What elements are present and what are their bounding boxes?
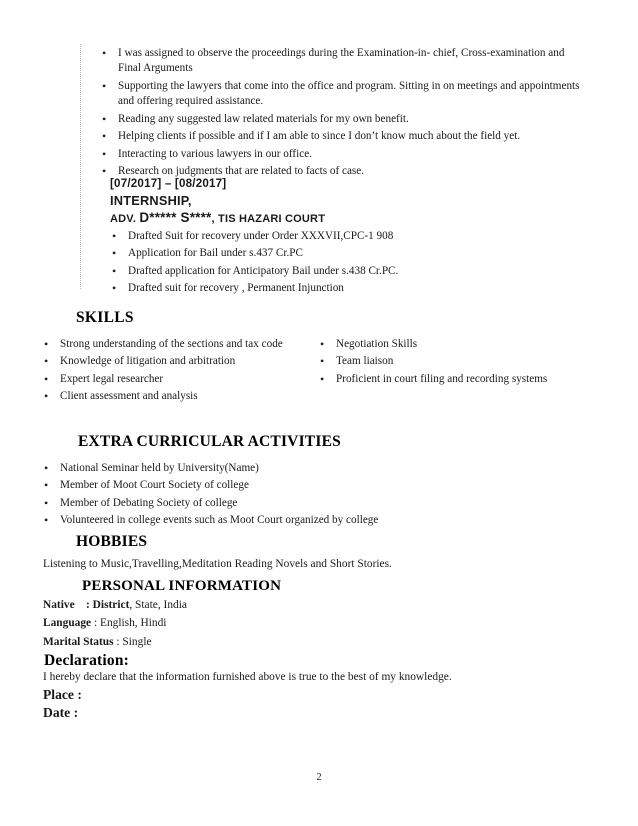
declaration-text: I hereby declare that the information furnished above is true to the best of my knowledge. — [43, 671, 452, 683]
list-item: • Drafted Suit for recovery under Order XXXVII,CPC-1 908 — [110, 229, 580, 244]
extra-curricular-heading: EXTRA CURRICULAR ACTIVITIES — [78, 433, 341, 450]
list-item: • Member of Debating Society of college — [42, 496, 562, 511]
skills-left-column — [42, 337, 322, 407]
skills-right-column — [318, 337, 598, 389]
hobbies-text: Listening to Music,Travelling,Meditation Reading Novels and Short Stories. — [43, 558, 392, 570]
internship-org-prefix: ADV. — [110, 213, 140, 225]
list-item: • Reading any suggested law related materials for my own benefit. — [100, 112, 580, 127]
list-item: • Application for Bail under s.437 Cr.PC — [110, 246, 580, 261]
list-item: • Knowledge of litigation and arbitration — [42, 354, 322, 369]
list-item: • Helping clients if possible and if I am able to since I don’t know much about the field yet. — [100, 129, 580, 144]
personal-information-heading: PERSONAL INFORMATION — [82, 578, 282, 594]
internship-org-suffix: , TIS HAZARI COURT — [211, 213, 326, 225]
list-item: • Client assessment and analysis — [42, 389, 322, 404]
internship-organization — [110, 210, 580, 225]
declaration-heading: Declaration: — [44, 652, 130, 669]
personal-information-list — [43, 596, 543, 651]
list-item: • National Seminar held by University(Name) — [42, 461, 562, 476]
internship-section — [110, 177, 580, 299]
list-item: • Team liaison — [318, 354, 598, 369]
list-item: • Expert legal researcher — [42, 372, 322, 387]
date-label: Date : — [43, 705, 79, 720]
list-item: • Research on judgments that are related to facts of case. — [100, 164, 580, 179]
list-item: • Volunteered in college events such as Moot Court organized by college — [42, 513, 562, 528]
place-label: Place : — [43, 687, 82, 702]
extra-curricular-list — [42, 461, 562, 531]
page-number: 2 — [316, 772, 322, 783]
hobbies-heading: HOBBIES — [76, 533, 148, 550]
list-item: • Negotiation Skills — [318, 337, 598, 352]
skills-heading: SKILLS — [76, 309, 134, 326]
internship-dates: [07/2017] – [08/2017] — [110, 177, 227, 190]
list-item: • Drafted suit for recovery , Permanent Injunction — [110, 281, 580, 296]
native-value-district: : District — [86, 599, 130, 611]
list-item: • Supporting the lawyers that come into the office and program. Sitting in on meetings and appointments and offering required assistance. — [100, 79, 580, 110]
experience-bullet-list — [100, 46, 580, 182]
list-item: • Interacting to various lawyers in our office. — [100, 147, 580, 162]
personal-native-line — [43, 596, 543, 614]
language-value: : English, Hindi — [93, 617, 167, 630]
language-label: Language — [43, 617, 92, 630]
list-item: • I was assigned to observe the proceedings during the Examination-in- chief, Cross-examination and Final Arguments — [100, 46, 580, 77]
list-item: • Member of Moot Court Society of college — [42, 478, 562, 493]
native-value-rest: , State, India — [129, 599, 187, 611]
list-item: • Strong understanding of the sections and tax code — [42, 337, 322, 352]
marital-value: : Single — [116, 635, 152, 648]
list-item: • Proficient in court filing and recording systems — [318, 372, 598, 387]
internship-title: INTERNSHIP, — [110, 193, 192, 208]
internship-org-name: D***** S**** — [139, 210, 212, 225]
marital-label: Marital Status — [43, 635, 114, 648]
personal-marital-line — [43, 633, 543, 651]
native-label: Native — [43, 599, 75, 611]
internship-bullet-list — [110, 229, 580, 297]
personal-language-line — [43, 614, 543, 632]
left-margin-rule — [80, 44, 81, 289]
list-item: • Drafted application for Anticipatory Bail under s.438 Cr.PC. — [110, 264, 580, 279]
